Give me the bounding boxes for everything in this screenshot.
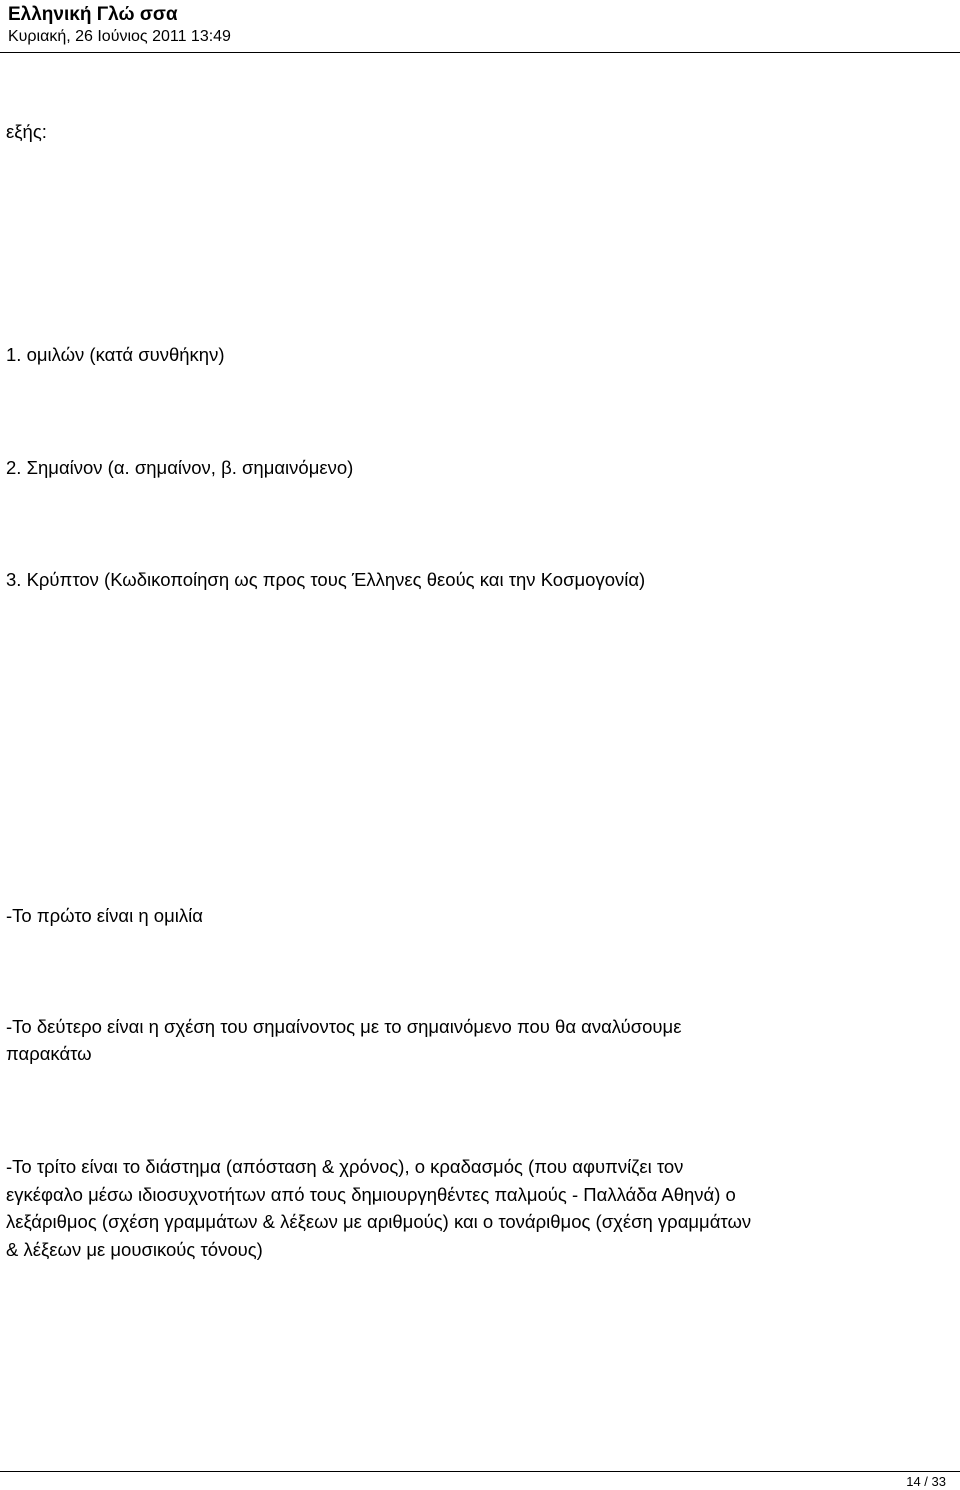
page-number: 14 / 33 — [906, 1474, 946, 1489]
page-header — [0, 0, 960, 56]
list-item-3: 3. Κρύπτον (Κωδικοποίηση ως προς τους Έλληνες θεούς και την Κοσμογονία) — [6, 569, 646, 590]
intro-text: εξής: — [6, 121, 47, 142]
list-item-1: 1. ομιλών (κατά συνθήκην) — [6, 344, 225, 365]
list-item-2: 2. Σημαίνον (α. σημαίνον, β. σημαινόμενο) — [6, 457, 354, 478]
header-divider — [0, 52, 960, 53]
paragraph-third-line-2: εγκέφαλο μέσω ιδιοσυχνοτήτων από τους δημιουργηθέντες παλμούς - Παλλάδα Αθηνά) ο — [6, 1184, 736, 1205]
site-title: Ελληνική Γλώ σσα — [8, 4, 178, 25]
paragraph-third-line-3: λεξάριθμος (σχέση γραμμάτων & λέξεων με αριθμούς) και ο τονάριθμος (σχέση γραμμάτων — [6, 1211, 752, 1232]
paragraph-second-line-1: -Το δεύτερο είναι η σχέση του σημαίνοντος με το σημαινόμενο που θα αναλύσουμε — [6, 1016, 682, 1037]
paragraph-third-line-1: -Το τρίτο είναι το διάστημα (απόσταση & χρόνος), ο κραδασμός (που αφυπνίζει τον — [6, 1156, 684, 1177]
post-date: Κυριακή, 26 Ιούνιος 2011 13:49 — [8, 28, 231, 45]
paragraph-second-line-2: παρακάτω — [6, 1043, 92, 1064]
paragraph-third-line-4: & λέξεων με μουσικούς τόνους) — [6, 1239, 263, 1260]
footer-divider — [0, 1471, 960, 1472]
paragraph-first: -Το πρώτο είναι η ομιλία — [6, 905, 203, 926]
